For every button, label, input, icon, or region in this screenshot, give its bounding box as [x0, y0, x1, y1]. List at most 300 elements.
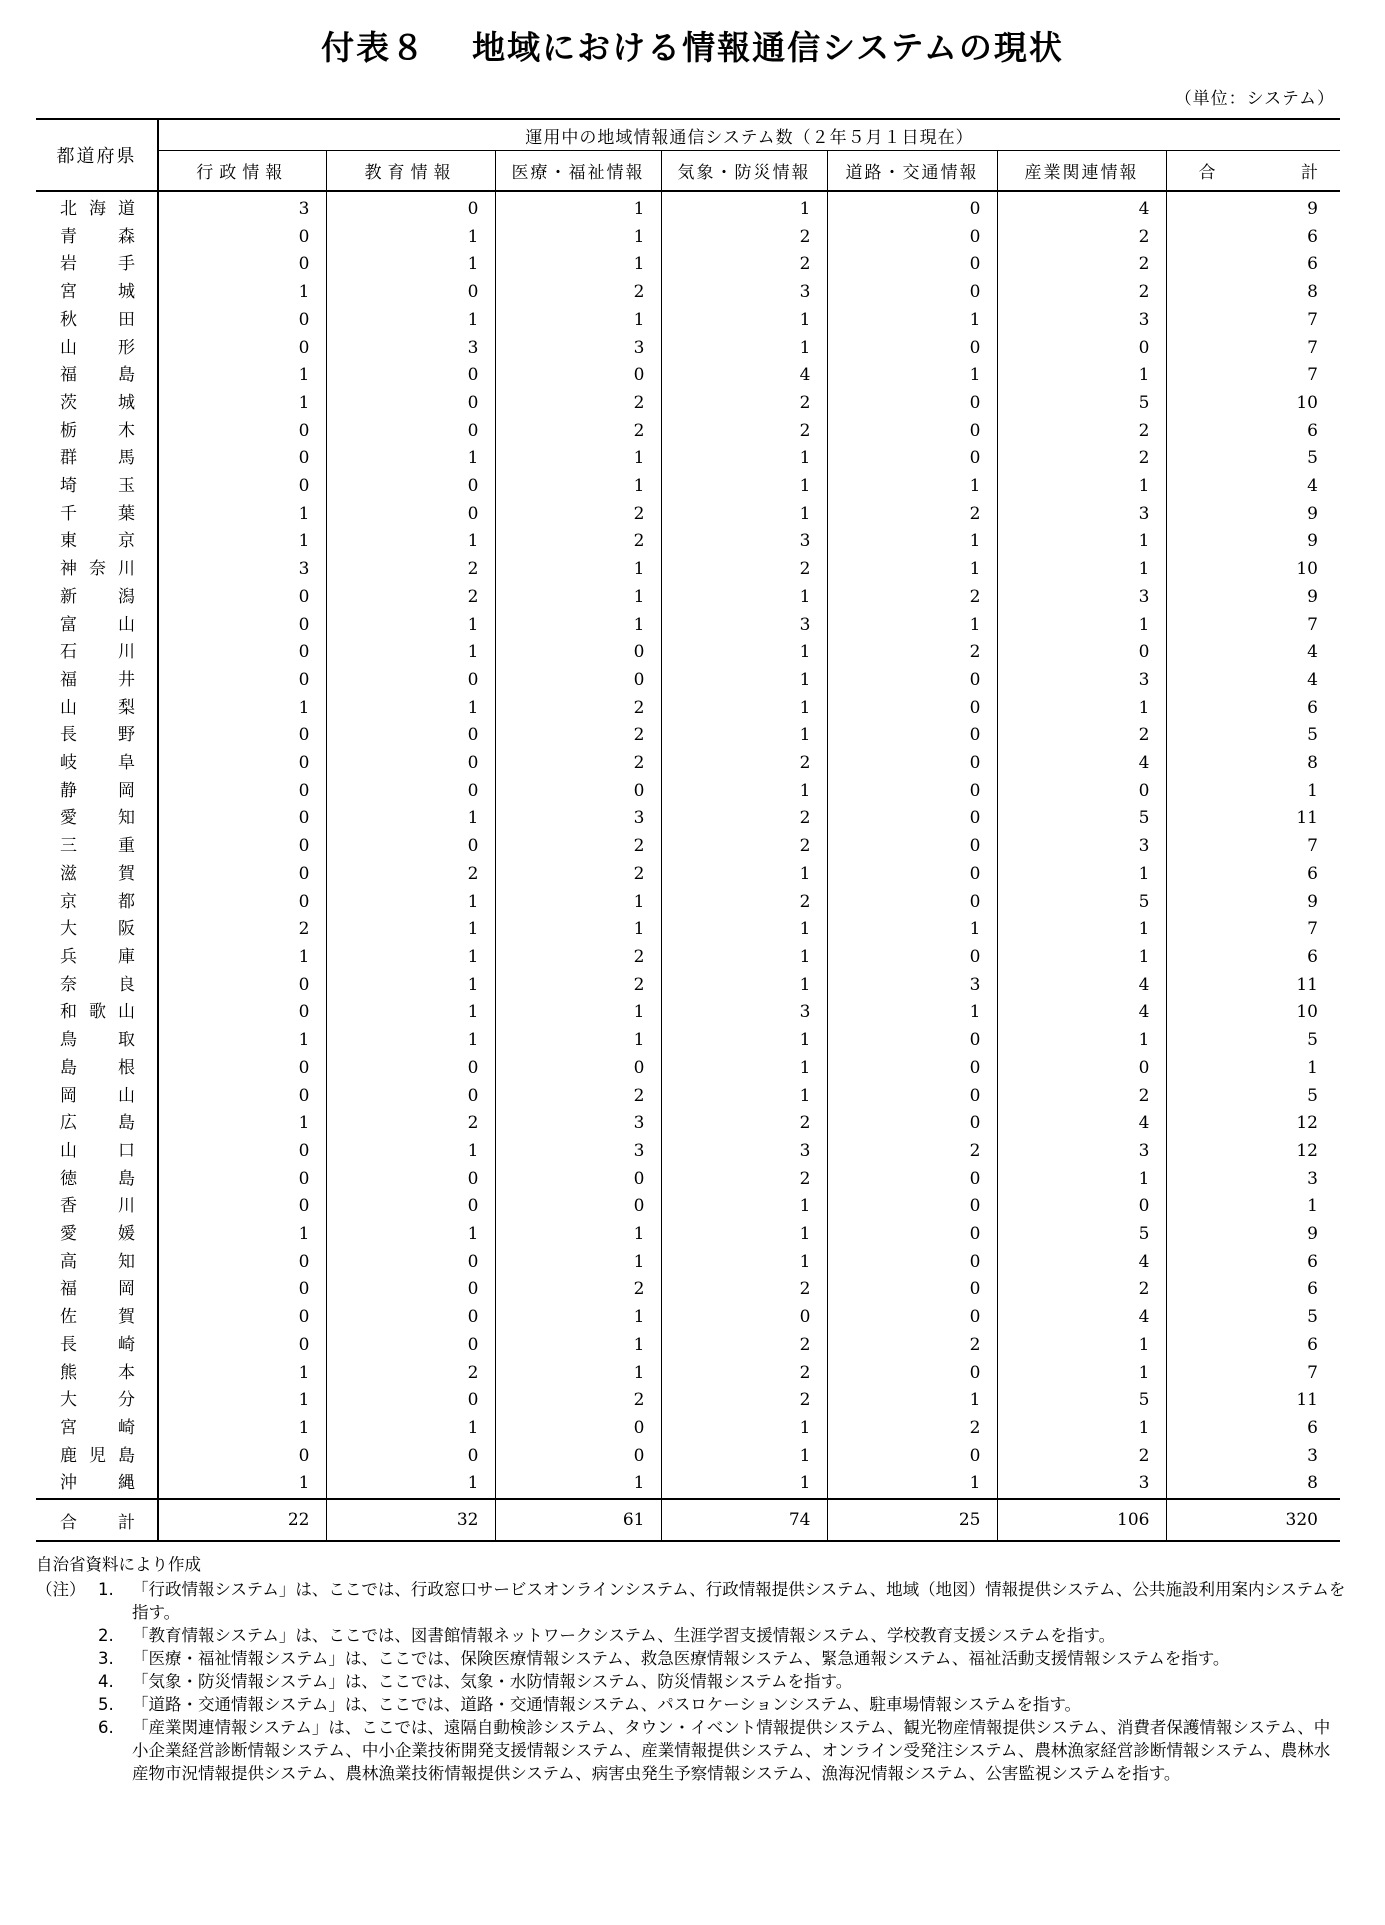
prefecture-name [36, 944, 158, 972]
prefecture-name [36, 251, 158, 279]
prefecture-name [36, 1276, 158, 1304]
prefecture-name [36, 1221, 158, 1249]
value-cell: 0 [827, 805, 997, 833]
value-cell: 1 [661, 1470, 827, 1499]
value-cell: 2 [661, 390, 827, 418]
prefecture-char: 東 [60, 531, 77, 552]
prefecture-char: 福 [60, 1279, 77, 1300]
note-text: 「医療・福祉情報システム」は、ここでは、保険医療情報システム、救急医療情報システム、緊急通報システム、福祉活動支援情報システムを指す。 [132, 1649, 1230, 1668]
value-cell: 0 [827, 1360, 997, 1388]
prefecture-char: 分 [118, 1390, 135, 1411]
table-row [36, 251, 1340, 279]
value-cell: 0 [298, 891, 310, 912]
value-cell: 1 [298, 365, 310, 386]
value-cell: 2 [827, 584, 997, 612]
value-cell: 0 [298, 448, 310, 469]
value-cell: 0 [827, 1304, 997, 1332]
prefecture-char: 島 [118, 1168, 135, 1189]
unit-label: （単位：システム） [1174, 89, 1335, 109]
prefecture-char: 岩 [60, 254, 77, 275]
value-cell: 0 [827, 861, 997, 889]
value-cell: 3 [997, 501, 1166, 529]
prefecture-name [36, 1083, 158, 1111]
note-label: （注） [36, 1580, 86, 1599]
value-cell: 0 [326, 191, 495, 224]
prefecture-char: 島 [118, 1113, 135, 1134]
prefecture-char: 広 [60, 1113, 77, 1134]
value-cell: 1 [827, 999, 997, 1027]
sum-label [36, 1499, 158, 1541]
value-cell: 2 [827, 639, 997, 667]
prefecture-char: 熊 [60, 1362, 77, 1383]
prefecture-char: 潟 [118, 586, 135, 607]
value-cell: 0 [326, 667, 495, 695]
table-row [36, 390, 1340, 418]
table-row [36, 833, 1340, 861]
value-cell: 2 [827, 1332, 997, 1360]
prefecture-char: 埼 [60, 476, 77, 497]
value-cell: 2 [495, 861, 661, 889]
prefecture-char: 奈 [89, 559, 106, 580]
prefecture-char: 滋 [60, 863, 77, 884]
row-total-cell: 4 [1166, 473, 1340, 501]
prefecture-char: 根 [118, 1057, 135, 1078]
prefecture-char: 奈 [60, 974, 77, 995]
value-cell: 2 [326, 584, 495, 612]
header-col-kyoiku: 教育情報 [326, 151, 495, 191]
prefecture-name [36, 1193, 158, 1221]
prefecture-char: 島 [118, 1445, 135, 1466]
value-cell: 1 [661, 1027, 827, 1055]
value-cell: 2 [495, 1083, 661, 1111]
value-cell: 1 [326, 944, 495, 972]
value-cell: 0 [495, 1443, 661, 1471]
value-cell: 1 [326, 224, 495, 252]
value-cell: 0 [326, 1193, 495, 1221]
value-cell: 1 [827, 916, 997, 944]
sum-cell: 106 [997, 1499, 1166, 1541]
table-row [36, 307, 1340, 335]
value-cell: 1 [326, 999, 495, 1027]
value-cell: 0 [495, 667, 661, 695]
prefecture-char: 北 [60, 199, 77, 219]
value-cell: 0 [298, 1085, 310, 1106]
value-cell: 0 [298, 309, 310, 330]
prefecture-char: 賀 [118, 863, 135, 884]
prefecture-name [36, 1138, 158, 1166]
prefecture-char: 神 [60, 559, 77, 580]
value-cell: 0 [997, 335, 1166, 363]
prefecture-char: 川 [118, 1196, 135, 1217]
prefecture-name [36, 916, 158, 944]
prefecture-char: 梨 [118, 697, 135, 718]
row-total-cell: 9 [1166, 584, 1340, 612]
table-row [36, 418, 1340, 446]
note-list [36, 1578, 1346, 1785]
value-cell: 2 [326, 861, 495, 889]
value-cell: 2 [495, 972, 661, 1000]
value-cell: 0 [827, 833, 997, 861]
table-row [36, 889, 1340, 917]
table-row [36, 1138, 1340, 1166]
prefecture-name [36, 1360, 158, 1388]
value-cell: 3 [661, 279, 827, 307]
note-number: 2. [98, 1626, 114, 1645]
value-cell: 0 [298, 614, 310, 635]
note-text: 「教育情報システム」は、ここでは、図書館情報ネットワークシステム、生涯学習支援情報システム、学校教育支援システムを指す。 [132, 1626, 1116, 1645]
row-total-cell: 1 [1166, 1193, 1340, 1221]
prefecture-char: 形 [118, 337, 135, 358]
prefecture-char: 取 [118, 1030, 135, 1051]
prefecture-char: 鳥 [60, 1030, 77, 1051]
table-row [36, 612, 1340, 640]
row-total-cell: 6 [1166, 1332, 1340, 1360]
value-cell: 1 [495, 445, 661, 473]
header-prefecture: 都道府県 [36, 119, 158, 191]
value-cell: 2 [326, 556, 495, 584]
value-cell: 4 [997, 1249, 1166, 1277]
value-cell: 3 [997, 1470, 1166, 1499]
value-cell: 3 [661, 1138, 827, 1166]
value-cell: 4 [997, 1304, 1166, 1332]
value-cell: 1 [298, 697, 310, 718]
value-cell: 1 [997, 528, 1166, 556]
prefecture-char: 知 [118, 808, 135, 829]
value-cell: 0 [326, 1276, 495, 1304]
value-cell: 2 [661, 224, 827, 252]
prefecture-name [36, 501, 158, 529]
value-cell: 3 [997, 1138, 1166, 1166]
table-row [36, 972, 1340, 1000]
value-cell: 1 [326, 307, 495, 335]
prefecture-char: 田 [118, 309, 135, 330]
note-text: 「産業関連情報システム」は、ここでは、遠隔自動検診システム、タウン・イベント情報提供システム、観光物産情報提供システム、消費者保護情報システム、中小企業経営診断情報システム、中小企業技術開発支援情報システム、産業情報提供システム、オンライン受発注システム、農林漁家経営診断情報システム、農林水産物市況情報提供システム、農林漁業技術情報提供システム、病害虫発生予察情報システム、漁海況情報システム、公害監視システムを指す。 [132, 1718, 1331, 1783]
prefecture-char: 岐 [60, 753, 77, 774]
prefecture-name [36, 1027, 158, 1055]
value-cell: 1 [326, 1027, 495, 1055]
value-cell: 0 [326, 1166, 495, 1194]
prefecture-name [36, 1110, 158, 1138]
value-cell: 1 [298, 1417, 310, 1438]
value-cell: 0 [298, 226, 310, 247]
value-cell: 2 [495, 501, 661, 529]
sum-label-char: 計 [118, 1512, 135, 1533]
note-item [36, 1693, 1346, 1716]
note-text: 「行政情報システム」は、ここでは、行政窓口サービスオンラインシステム、行政情報提供システム、地域（地図）情報提供システム、公共施設利用案内システムを指す。 [132, 1580, 1346, 1622]
value-cell: 1 [827, 307, 997, 335]
prefecture-name [36, 1387, 158, 1415]
value-cell: 1 [495, 1332, 661, 1360]
value-cell: 5 [997, 889, 1166, 917]
prefecture-char: 阜 [118, 753, 135, 774]
row-total-cell: 8 [1166, 1470, 1340, 1499]
value-cell: 0 [661, 1304, 827, 1332]
value-cell: 0 [827, 778, 997, 806]
prefecture-char: 口 [118, 1140, 135, 1161]
value-cell: 1 [827, 1470, 997, 1499]
header-span: 運用中の地域情報通信システム数（２年５月１日現在） [158, 119, 1340, 151]
value-cell: 0 [298, 753, 310, 774]
value-cell: 2 [495, 722, 661, 750]
prefecture-char: 愛 [60, 808, 77, 829]
row-total-cell: 12 [1166, 1138, 1340, 1166]
table-row [36, 501, 1340, 529]
prefecture-name [36, 335, 158, 363]
prefecture-char: 城 [118, 282, 135, 303]
value-cell: 0 [326, 501, 495, 529]
header-col-gyosei: 行政情報 [158, 151, 326, 191]
prefecture-char: 愛 [60, 1224, 77, 1245]
value-cell: 0 [298, 254, 310, 275]
prefecture-name [36, 473, 158, 501]
value-cell: 1 [298, 1113, 310, 1134]
prefecture-name [36, 722, 158, 750]
row-total-cell: 7 [1166, 307, 1340, 335]
row-total-cell: 8 [1166, 750, 1340, 778]
value-cell: 3 [661, 612, 827, 640]
table-row [36, 1304, 1340, 1332]
value-cell: 2 [298, 919, 310, 940]
prefecture-char: 山 [118, 614, 135, 635]
header-col-iryo: 医療・福祉情報 [495, 151, 661, 191]
table-row [36, 1470, 1340, 1499]
value-cell: 2 [997, 224, 1166, 252]
value-cell: 0 [997, 1193, 1166, 1221]
prefecture-char: 山 [60, 697, 77, 718]
row-total-cell: 7 [1166, 916, 1340, 944]
value-cell: 0 [495, 1193, 661, 1221]
prefecture-name [36, 191, 158, 224]
value-cell: 0 [495, 1415, 661, 1443]
value-cell: 1 [661, 972, 827, 1000]
prefecture-char: 秋 [60, 309, 77, 330]
value-cell: 0 [298, 1334, 310, 1355]
sum-label-char: 合 [60, 1512, 77, 1533]
grand-total-cell: 320 [1166, 1499, 1340, 1541]
table-row [36, 750, 1340, 778]
prefecture-char: 千 [60, 503, 77, 524]
prefecture-char: 群 [60, 448, 77, 469]
value-cell: 0 [495, 1055, 661, 1083]
value-cell: 1 [495, 889, 661, 917]
table-row [36, 944, 1340, 972]
prefecture-char: 沖 [60, 1473, 77, 1494]
note-number: 5. [98, 1695, 114, 1714]
table-row [36, 1055, 1340, 1083]
value-cell: 2 [661, 1110, 827, 1138]
value-cell: 2 [661, 1360, 827, 1388]
value-cell: 0 [298, 780, 310, 801]
value-cell: 0 [827, 279, 997, 307]
header-total-1: 合 [1198, 163, 1216, 184]
value-cell: 2 [827, 501, 997, 529]
row-total-cell: 6 [1166, 1249, 1340, 1277]
value-cell: 0 [495, 778, 661, 806]
value-cell: 0 [827, 335, 997, 363]
table-row [36, 1221, 1340, 1249]
value-cell: 1 [661, 1083, 827, 1111]
row-total-cell: 5 [1166, 722, 1340, 750]
value-cell: 0 [827, 251, 997, 279]
page-title [0, 22, 1385, 69]
prefecture-name [36, 1055, 158, 1083]
prefecture-char: 児 [89, 1445, 106, 1466]
note-number: 4. [98, 1672, 114, 1691]
table-row [36, 362, 1340, 390]
value-cell: 1 [326, 612, 495, 640]
value-cell: 0 [326, 279, 495, 307]
table-row [36, 1193, 1340, 1221]
value-cell: 1 [661, 335, 827, 363]
value-cell: 2 [495, 750, 661, 778]
value-cell: 1 [827, 473, 997, 501]
value-cell: 1 [661, 1221, 827, 1249]
value-cell: 1 [661, 501, 827, 529]
value-cell: 1 [298, 503, 310, 524]
table-row [36, 1249, 1340, 1277]
value-cell: 1 [298, 282, 310, 303]
row-total-cell: 11 [1166, 1387, 1340, 1415]
table-row [36, 1027, 1340, 1055]
table-row [36, 335, 1340, 363]
value-cell: 2 [827, 1138, 997, 1166]
value-cell: 0 [326, 750, 495, 778]
value-cell: 0 [827, 1166, 997, 1194]
row-total-cell: 5 [1166, 1304, 1340, 1332]
value-cell: 1 [661, 1443, 827, 1471]
value-cell: 0 [326, 1055, 495, 1083]
value-cell: 5 [997, 1221, 1166, 1249]
prefecture-char: 宮 [60, 282, 77, 303]
value-cell: 0 [298, 420, 310, 441]
row-total-cell: 7 [1166, 833, 1340, 861]
row-total-cell: 4 [1166, 667, 1340, 695]
note-text: 「道路・交通情報システム」は、ここでは、道路・交通情報システム、パスロケーションシステム、駐車場情報システムを指す。 [132, 1695, 1081, 1714]
value-cell: 1 [495, 473, 661, 501]
value-cell: 2 [495, 418, 661, 446]
row-total-cell: 1 [1166, 1055, 1340, 1083]
value-cell: 1 [661, 1249, 827, 1277]
value-cell: 0 [298, 836, 310, 857]
value-cell: 2 [997, 445, 1166, 473]
prefecture-char: 庫 [118, 946, 135, 967]
value-cell: 0 [298, 476, 310, 497]
value-cell: 0 [827, 750, 997, 778]
sum-cell: 74 [661, 1499, 827, 1541]
value-cell: 3 [495, 1138, 661, 1166]
prefecture-char: 本 [118, 1362, 135, 1383]
value-cell: 0 [827, 1055, 997, 1083]
value-cell: 2 [661, 833, 827, 861]
prefecture-char: 石 [60, 642, 77, 663]
header-row-columns [36, 151, 1340, 191]
value-cell: 0 [495, 639, 661, 667]
prefecture-name [36, 805, 158, 833]
row-total-cell: 6 [1166, 251, 1340, 279]
value-cell: 3 [997, 584, 1166, 612]
value-cell: 2 [997, 1443, 1166, 1471]
value-cell: 0 [298, 1445, 310, 1466]
value-cell: 1 [661, 584, 827, 612]
row-total-cell: 9 [1166, 1221, 1340, 1249]
value-cell: 0 [827, 1221, 997, 1249]
prefecture-char: 知 [118, 1251, 135, 1272]
header-row-top [36, 119, 1340, 151]
prefecture-name [36, 639, 158, 667]
value-cell: 1 [495, 999, 661, 1027]
value-cell: 4 [661, 362, 827, 390]
row-total-cell: 6 [1166, 418, 1340, 446]
value-cell: 0 [997, 1055, 1166, 1083]
value-cell: 0 [298, 863, 310, 884]
value-cell: 0 [827, 1110, 997, 1138]
prefecture-char: 馬 [118, 448, 135, 469]
prefecture-name [36, 390, 158, 418]
value-cell: 2 [661, 750, 827, 778]
value-cell: 2 [661, 1332, 827, 1360]
value-cell: 0 [326, 1083, 495, 1111]
value-cell: 3 [495, 1110, 661, 1138]
value-cell: 1 [495, 251, 661, 279]
table-row [36, 1110, 1340, 1138]
value-cell: 4 [997, 999, 1166, 1027]
value-cell: 1 [326, 251, 495, 279]
table-body [36, 191, 1340, 1541]
prefecture-char: 三 [60, 836, 77, 857]
prefecture-char: 茨 [60, 392, 77, 413]
note-item [36, 1578, 1346, 1624]
prefecture-name [36, 556, 158, 584]
value-cell: 1 [661, 861, 827, 889]
table-row [36, 916, 1340, 944]
value-cell: 5 [997, 1387, 1166, 1415]
prefecture-char: 島 [60, 1057, 77, 1078]
row-total-cell: 6 [1166, 1276, 1340, 1304]
value-cell: 3 [997, 833, 1166, 861]
value-cell: 0 [827, 445, 997, 473]
value-cell: 2 [495, 695, 661, 723]
prefecture-name [36, 1249, 158, 1277]
table-row [36, 556, 1340, 584]
value-cell: 0 [298, 1140, 310, 1161]
row-total-cell: 6 [1166, 944, 1340, 972]
value-cell: 0 [997, 778, 1166, 806]
value-cell: 1 [997, 556, 1166, 584]
table-row [36, 191, 1340, 224]
sum-cell: 61 [495, 1499, 661, 1541]
value-cell: 1 [495, 916, 661, 944]
prefecture-char: 鹿 [60, 1445, 77, 1466]
prefecture-char: 佐 [60, 1307, 77, 1328]
value-cell: 1 [326, 1221, 495, 1249]
systems-table [36, 118, 1340, 1542]
value-cell: 1 [298, 1224, 310, 1245]
row-total-cell: 10 [1166, 556, 1340, 584]
value-cell: 0 [827, 1193, 997, 1221]
row-total-cell: 5 [1166, 1083, 1340, 1111]
value-cell: 2 [997, 722, 1166, 750]
prefecture-name [36, 667, 158, 695]
value-cell: 1 [661, 445, 827, 473]
note-number: 1. [98, 1580, 114, 1599]
value-cell: 2 [326, 1360, 495, 1388]
value-cell: 0 [298, 1196, 310, 1217]
value-cell: 1 [326, 972, 495, 1000]
table-row [36, 224, 1340, 252]
prefecture-name [36, 528, 158, 556]
prefecture-name [36, 418, 158, 446]
row-total-cell: 10 [1166, 999, 1340, 1027]
